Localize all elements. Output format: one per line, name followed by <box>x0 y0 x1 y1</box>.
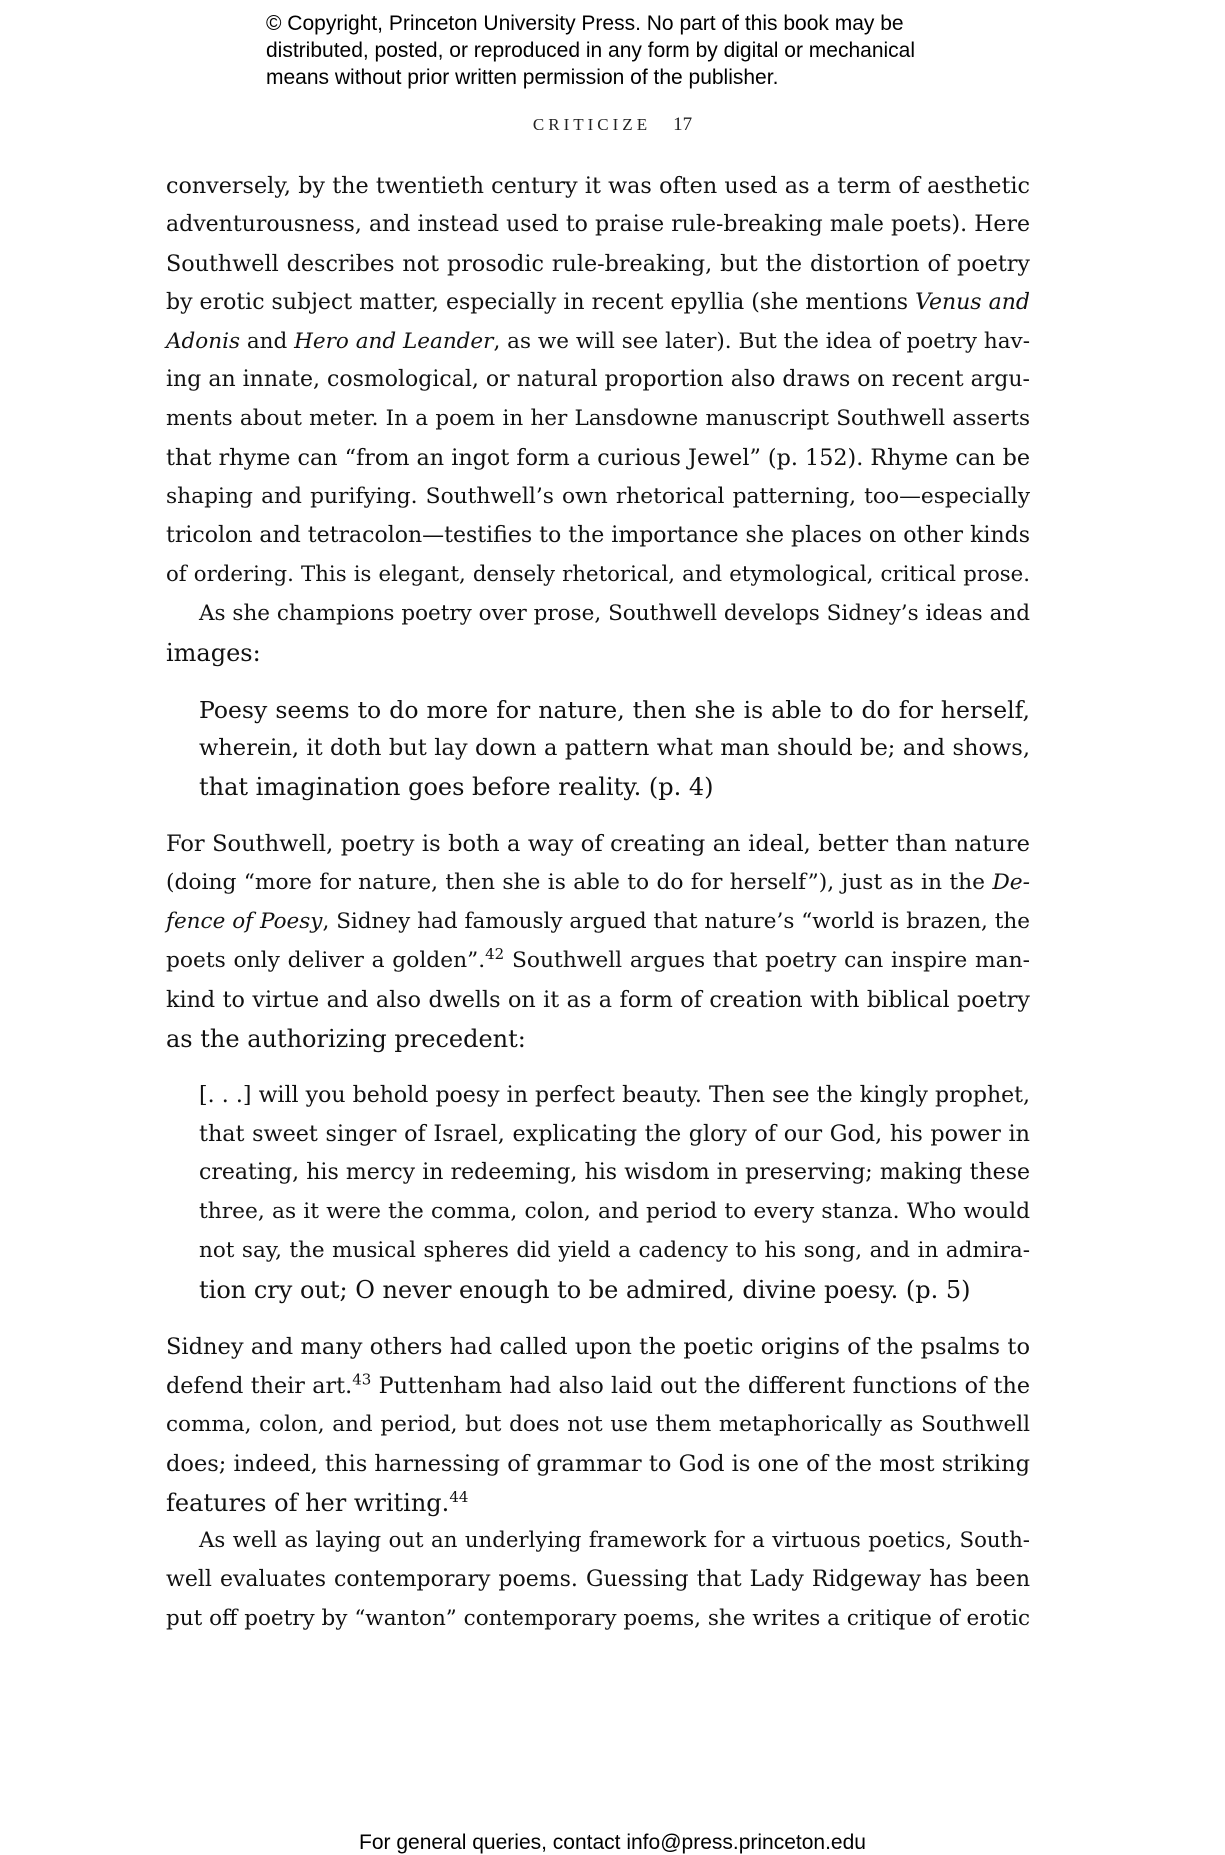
page-number: 17 <box>673 114 693 135</box>
quote-line: that imagination goes before reality. (p. 4) <box>199 773 714 802</box>
text-line: fence of Poesy, Sidney had famously argued that nature’s “world is brazen, the <box>166 909 1030 935</box>
quote-line: wherein, it doth but lay down a pattern what man should be; and shows, <box>199 735 1030 762</box>
footnote-ref[interactable]: 44 <box>449 1487 469 1506</box>
text-line: poets only deliver a golden”.$^{42}$ Southwell argues that poetry can inspire man- <box>166 944 1030 973</box>
text-line: that rhyme can “from an ingot form a curious Jewel” (p. 152). Rhyme can be <box>166 445 1030 472</box>
block-quote <box>166 691 1030 808</box>
italic-title: fence of Poesy <box>166 909 323 935</box>
italic-title: Adonis <box>166 328 240 354</box>
text-line: ments about meter. In a poem in her Lansdowne manuscript Southwell asserts <box>166 406 1030 432</box>
block-quote <box>166 1077 1030 1310</box>
copyright-line: © Copyright, Princeton University Press. No part of this book may be <box>266 12 904 35</box>
quote-line: that sweet singer of Israel, explicating the glory of our God, his power in <box>199 1121 1030 1148</box>
quote-line: Poesy seems to do more for nature, then she is able to do for herself, <box>199 695 1030 724</box>
italic-title: De- <box>992 870 1030 896</box>
running-head <box>0 114 1225 136</box>
quote-line: tion cry out; O never enough to be admired, divine poesy. (p. 5) <box>199 1276 971 1305</box>
chapter-title: CRITICIZE <box>532 115 652 134</box>
text-line: kind to virtue and also dwells on it as a form of creation with biblical poetry <box>166 986 1030 1013</box>
quote-line: three, as it were the comma, colon, and period to every stanza. Who would <box>199 1199 1030 1225</box>
text-line: well evaluates contemporary poems. Guessing that Lady Ridgeway has been <box>166 1567 1030 1593</box>
text-line: ing an innate, cosmological, or natural proportion also draws on recent argu- <box>166 367 1030 393</box>
quote-line: not say, the musical spheres did yield a cadency to his song, and in admira- <box>199 1238 1030 1264</box>
text-line: features of her writing.$^{44}$ <box>166 1487 469 1517</box>
text-line: comma, colon, and period, but does not use them metaphorically as Southwell <box>166 1411 1030 1437</box>
copyright-line: means without prior written permission of the publisher. <box>266 66 779 89</box>
text-line: defend their art.$^{43}$ Puttenham had also laid out the different functions of the <box>166 1370 1030 1399</box>
footer-contact: For general queries, contact info@press.princeton.edu <box>359 1831 866 1854</box>
footnote-ref[interactable]: 42 <box>485 944 505 963</box>
text-line: For Southwell, poetry is both a way of creating an ideal, better than nature <box>166 831 1030 858</box>
text-line: put off poetry by “wanton” contemporary poems, she writes a critique of erotic <box>166 1606 1030 1632</box>
text-line: Sidney and many others had called upon the poetic origins of the psalms to <box>166 1333 1030 1360</box>
text-line: conversely, by the twentieth century it was often used as a term of aesthetic <box>166 173 1030 199</box>
text-line: as the authorizing precedent: <box>166 1024 526 1053</box>
text-line: images: <box>166 638 261 667</box>
body-text <box>166 167 1030 1639</box>
text-line: (doing “more for nature, then she is able to do for herself”), just as in the De- <box>166 870 1030 896</box>
quote-line: creating, his mercy in redeeming, his wisdom in preserving; making these <box>199 1160 1030 1186</box>
italic-title: Hero and Leander <box>294 328 494 354</box>
text-line: As she champions poetry over prose, Southwell develops Sidney’s ideas and <box>199 600 1030 626</box>
text-line: of ordering. This is elegant, densely rhetorical, and etymological, critical prose. <box>166 561 1030 587</box>
text-line: As well as laying out an underlying framework for a virtuous poetics, South- <box>199 1528 1030 1554</box>
text-line: Southwell describes not prosodic rule-breaking, but the distortion of poetry <box>166 250 1030 277</box>
copyright-line: distributed, posted, or reproduced in any form by digital or mechanical <box>266 39 916 62</box>
quote-line: [. . .] will you behold poesy in perfect beauty. Then see the kingly prophet, <box>199 1082 1030 1108</box>
footnote-ref[interactable]: 43 <box>352 1370 372 1389</box>
italic-title: Venus and <box>915 289 1030 315</box>
text-line: adventurousness, and instead used to praise rule-breaking male poets). Here <box>166 211 1030 237</box>
copyright-notice <box>266 10 1026 91</box>
text-line: tricolon and tetracolon—testifies to the importance she places on other kinds <box>166 523 1030 549</box>
text-line: does; indeed, this harnessing of grammar to God is one of the most striking <box>166 1450 1030 1477</box>
text-line: Adonis and Hero and Leander, as we will see later). But the idea of poetry hav- <box>166 328 1030 354</box>
text-line: by erotic subject matter, especially in recent epyllia (she mentions Venus and <box>166 289 1030 315</box>
text-line: shaping and purifying. Southwell’s own rhetorical patterning, too—especially <box>166 484 1030 510</box>
